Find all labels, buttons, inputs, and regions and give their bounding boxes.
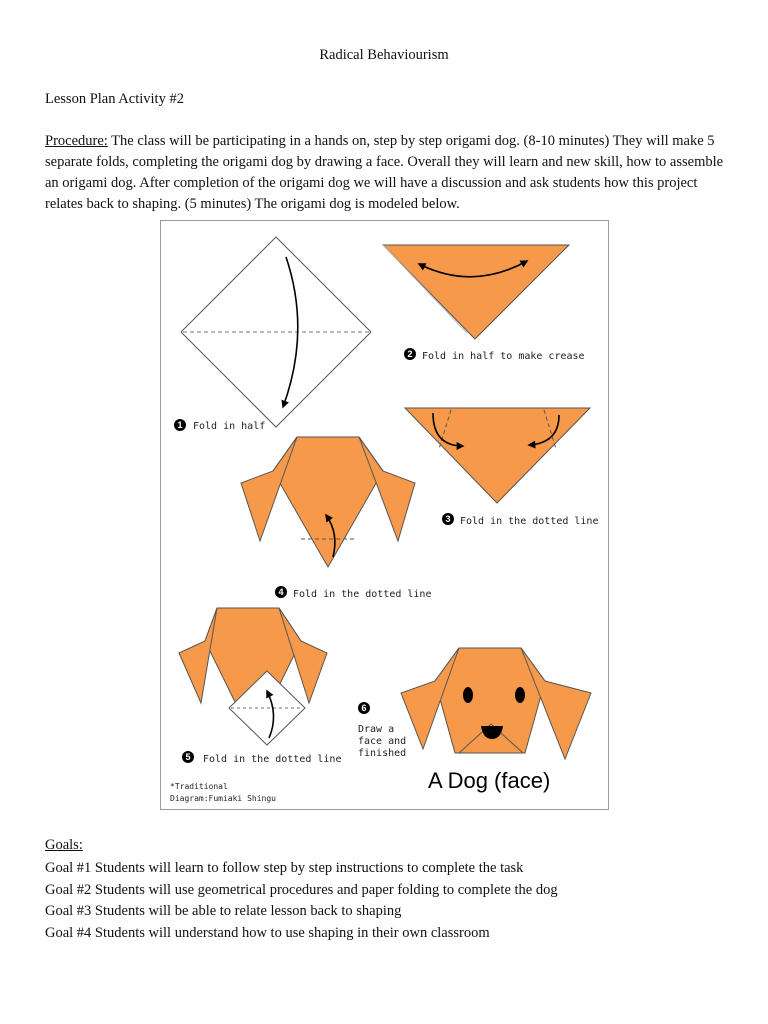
step1-caption-text: Fold in half	[193, 421, 266, 432]
step6-caption-line3: finished	[358, 748, 407, 759]
goal-item: Goal #4 Students will understand how to use shaping in their own classroom	[45, 924, 490, 941]
step1-number: 1	[177, 420, 183, 430]
lesson-heading: Lesson Plan Activity #2	[45, 91, 184, 107]
step4-head	[241, 437, 415, 567]
step3-caption-text: Fold in the dotted line	[460, 516, 599, 527]
diagram-credit-line1: *Traditional	[170, 782, 228, 791]
document-title: Radical Behaviourism	[319, 47, 449, 63]
dog-left-eye	[463, 687, 473, 703]
final-dog-face	[401, 648, 591, 759]
goal-item: Goal #3 Students will be able to relate lesson back to shaping	[45, 903, 402, 919]
goals-list	[45, 858, 558, 944]
step2-caption	[404, 348, 585, 362]
procedure-paragraph	[45, 131, 735, 215]
step1-square	[181, 237, 371, 427]
step4-number: 4	[278, 587, 284, 597]
step5-head	[179, 608, 327, 745]
diagram-credit-line2: Diagram:Fumiaki Shingu	[170, 794, 276, 803]
step6-number: 6	[361, 703, 367, 713]
step3-caption	[442, 513, 598, 527]
step5-number: 5	[185, 752, 191, 762]
origami-diagram	[160, 220, 609, 810]
step3-triangle	[405, 408, 590, 503]
step2-caption-text: Fold in half to make crease	[422, 351, 585, 362]
step5-caption	[182, 751, 341, 765]
step6-caption-line2: face and	[358, 736, 407, 747]
goals-heading: Goals:	[45, 837, 83, 853]
procedure-text: The class will be participating in a hands on, step by step origami dog. (8-10 minutes) They will make 5 separate folds, completing the origami dog by drawing a face. Overall they will learn and new skill, how to assemble an origami dog. After completion of the origami dog we will have a discussion and ask students how this project relates back to shaping. (5 minutes) The origami dog is modeled below.	[45, 133, 724, 212]
step6-caption-line1: Draw a	[358, 724, 395, 735]
dog-right-eye	[515, 687, 525, 703]
step2-number: 2	[407, 349, 413, 359]
step6-caption	[358, 702, 406, 759]
step1-caption	[174, 419, 265, 432]
step2-triangle	[383, 245, 569, 339]
final-dog-title: A Dog (face)	[428, 768, 551, 793]
goal-item: Goal #2 Students will use geometrical procedures and paper folding to complete the dog	[45, 881, 558, 898]
step4-caption-text: Fold in the dotted line	[293, 589, 432, 600]
step3-number: 3	[445, 514, 451, 524]
goal-item: Goal #1 Students will learn to follow step by step instructions to complete the task	[45, 860, 524, 876]
step4-caption	[275, 586, 431, 600]
procedure-label: Procedure:	[45, 133, 108, 149]
step5-caption-text: Fold in the dotted line	[203, 754, 342, 765]
